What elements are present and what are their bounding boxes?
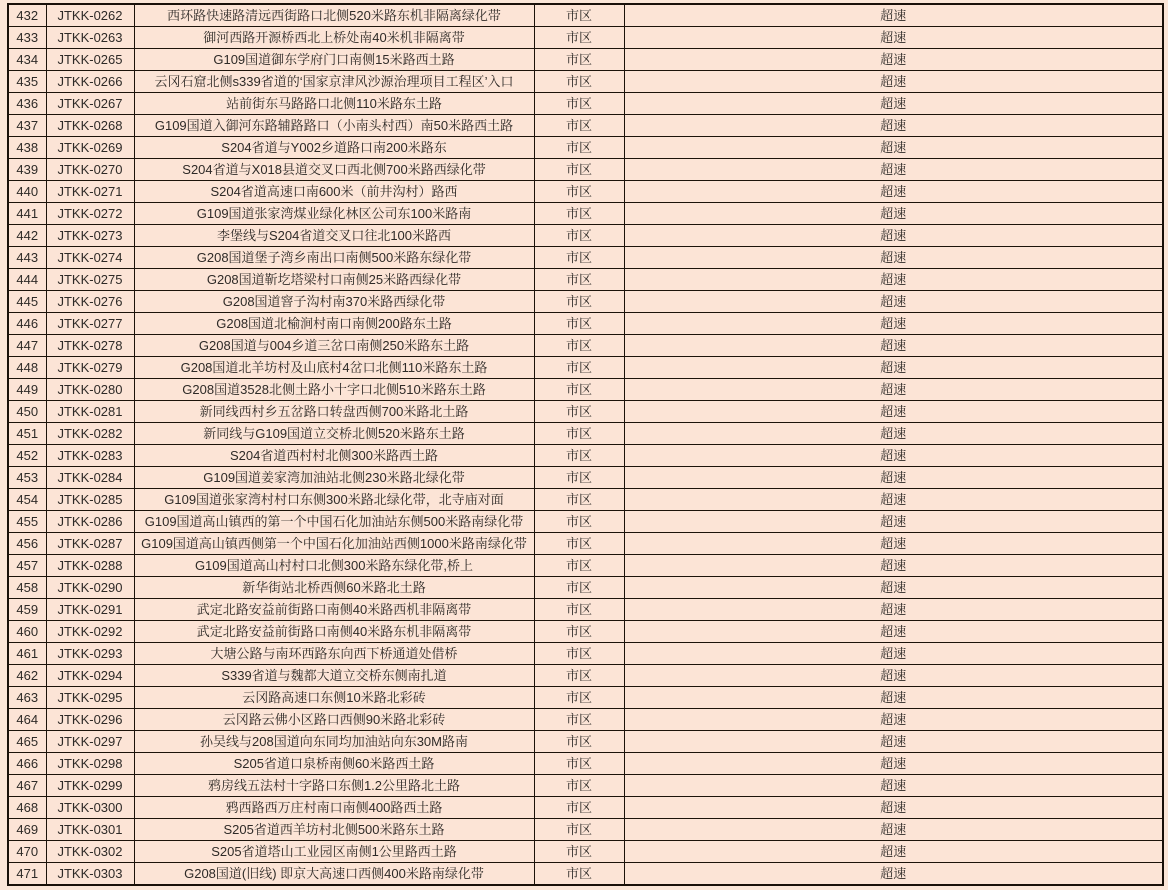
violation-type-cell: 超速: [624, 797, 1163, 819]
table-row: [8, 4, 1163, 27]
violation-type-cell: 超速: [624, 775, 1163, 797]
district-cell: 市区: [534, 687, 624, 709]
violation-type-cell: 超速: [624, 4, 1163, 27]
violation-type-cell: 超速: [624, 511, 1163, 533]
row-number-cell: 452: [8, 445, 46, 467]
district-cell: 市区: [534, 247, 624, 269]
row-number-cell: 471: [8, 863, 46, 886]
district-cell: 市区: [534, 115, 624, 137]
camera-code-cell: JTKK-0277: [46, 313, 134, 335]
district-cell: 市区: [534, 775, 624, 797]
table-row: [8, 665, 1163, 687]
row-number-cell: 466: [8, 753, 46, 775]
table-row: [8, 115, 1163, 137]
table-row: [8, 841, 1163, 863]
district-cell: 市区: [534, 93, 624, 115]
camera-code-cell: JTKK-0283: [46, 445, 134, 467]
row-number-cell: 456: [8, 533, 46, 555]
camera-code-cell: JTKK-0272: [46, 203, 134, 225]
violation-type-cell: 超速: [624, 27, 1163, 49]
district-cell: 市区: [534, 137, 624, 159]
location-cell: G208国道与004乡道三岔口南侧250米路东土路: [134, 335, 534, 357]
row-number-cell: 468: [8, 797, 46, 819]
district-cell: 市区: [534, 159, 624, 181]
violation-type-cell: 超速: [624, 599, 1163, 621]
row-number-cell: 440: [8, 181, 46, 203]
district-cell: 市区: [534, 181, 624, 203]
violation-type-cell: 超速: [624, 49, 1163, 71]
camera-code-cell: JTKK-0262: [46, 4, 134, 27]
location-cell: 新华街站北桥西侧60米路北土路: [134, 577, 534, 599]
location-cell: S205省道塔山工业园区南侧1公里路西土路: [134, 841, 534, 863]
table-row: [8, 159, 1163, 181]
table-row: [8, 599, 1163, 621]
violation-type-cell: 超速: [624, 379, 1163, 401]
district-cell: 市区: [534, 731, 624, 753]
violation-type-cell: 超速: [624, 335, 1163, 357]
violation-type-cell: 超速: [624, 291, 1163, 313]
violation-type-cell: 超速: [624, 357, 1163, 379]
location-cell: G109国道高山镇西的第一个中国石化加油站东侧500米路南绿化带: [134, 511, 534, 533]
camera-code-cell: JTKK-0278: [46, 335, 134, 357]
camera-code-cell: JTKK-0291: [46, 599, 134, 621]
violation-type-cell: 超速: [624, 401, 1163, 423]
location-cell: S205省道口泉桥南侧60米路西土路: [134, 753, 534, 775]
district-cell: 市区: [534, 203, 624, 225]
camera-code-cell: JTKK-0268: [46, 115, 134, 137]
row-number-cell: 463: [8, 687, 46, 709]
violation-type-cell: 超速: [624, 555, 1163, 577]
row-number-cell: 448: [8, 357, 46, 379]
camera-code-cell: JTKK-0296: [46, 709, 134, 731]
camera-code-cell: JTKK-0280: [46, 379, 134, 401]
location-cell: 大塘公路与南环西路东向西下桥通道处借桥: [134, 643, 534, 665]
table-row: [8, 93, 1163, 115]
violation-type-cell: 超速: [624, 137, 1163, 159]
row-number-cell: 458: [8, 577, 46, 599]
table-body: [8, 4, 1163, 885]
violation-type-cell: 超速: [624, 445, 1163, 467]
table-row: [8, 181, 1163, 203]
district-cell: 市区: [534, 335, 624, 357]
row-number-cell: 445: [8, 291, 46, 313]
violation-type-cell: 超速: [624, 863, 1163, 886]
location-cell: G109国道张家湾煤业绿化林区公司东100米路南: [134, 203, 534, 225]
row-number-cell: 433: [8, 27, 46, 49]
table-row: [8, 203, 1163, 225]
district-cell: 市区: [534, 665, 624, 687]
camera-code-cell: JTKK-0279: [46, 357, 134, 379]
district-cell: 市区: [534, 49, 624, 71]
table-row: [8, 555, 1163, 577]
district-cell: 市区: [534, 467, 624, 489]
row-number-cell: 435: [8, 71, 46, 93]
row-number-cell: 434: [8, 49, 46, 71]
row-number-cell: 447: [8, 335, 46, 357]
camera-code-cell: JTKK-0266: [46, 71, 134, 93]
camera-code-cell: JTKK-0265: [46, 49, 134, 71]
table-row: [8, 797, 1163, 819]
row-number-cell: 446: [8, 313, 46, 335]
location-cell: 孙吴线与208国道向东同均加油站向东30M路南: [134, 731, 534, 753]
district-cell: 市区: [534, 4, 624, 27]
location-cell: 鸦房线五法村十字路口东侧1.2公里路北土路: [134, 775, 534, 797]
violation-type-cell: 超速: [624, 225, 1163, 247]
district-cell: 市区: [534, 555, 624, 577]
row-number-cell: 455: [8, 511, 46, 533]
row-number-cell: 441: [8, 203, 46, 225]
violation-type-cell: 超速: [624, 203, 1163, 225]
row-number-cell: 451: [8, 423, 46, 445]
table-row: [8, 863, 1163, 886]
row-number-cell: 465: [8, 731, 46, 753]
camera-code-cell: JTKK-0285: [46, 489, 134, 511]
violation-type-cell: 超速: [624, 247, 1163, 269]
camera-code-cell: JTKK-0303: [46, 863, 134, 886]
violation-type-cell: 超速: [624, 181, 1163, 203]
district-cell: 市区: [534, 599, 624, 621]
row-number-cell: 453: [8, 467, 46, 489]
row-number-cell: 469: [8, 819, 46, 841]
camera-code-cell: JTKK-0293: [46, 643, 134, 665]
camera-code-cell: JTKK-0281: [46, 401, 134, 423]
location-cell: G208国道窨子沟村南370米路西绿化带: [134, 291, 534, 313]
table-row: [8, 49, 1163, 71]
district-cell: 市区: [534, 313, 624, 335]
camera-code-cell: JTKK-0288: [46, 555, 134, 577]
district-cell: 市区: [534, 379, 624, 401]
district-cell: 市区: [534, 709, 624, 731]
district-cell: 市区: [534, 841, 624, 863]
table-row: [8, 731, 1163, 753]
camera-code-cell: JTKK-0301: [46, 819, 134, 841]
camera-code-cell: JTKK-0267: [46, 93, 134, 115]
table-row: [8, 27, 1163, 49]
district-cell: 市区: [534, 533, 624, 555]
location-cell: G109国道御东学府门口南侧15米路西土路: [134, 49, 534, 71]
location-cell: G208国道堡子湾乡南出口南侧500米路东绿化带: [134, 247, 534, 269]
location-cell: 鸦西路西万庄村南口南侧400路西土路: [134, 797, 534, 819]
row-number-cell: 460: [8, 621, 46, 643]
violation-type-cell: 超速: [624, 687, 1163, 709]
table-row: [8, 335, 1163, 357]
district-cell: 市区: [534, 819, 624, 841]
location-cell: 站前街东马路路口北侧110米路东土路: [134, 93, 534, 115]
table-row: [8, 401, 1163, 423]
camera-code-cell: JTKK-0274: [46, 247, 134, 269]
table-row: [8, 511, 1163, 533]
table-row: [8, 137, 1163, 159]
location-cell: 云冈路高速口东侧10米路北彩砖: [134, 687, 534, 709]
location-cell: S204省道高速口南600米（前井沟村）路西: [134, 181, 534, 203]
camera-code-cell: JTKK-0282: [46, 423, 134, 445]
location-cell: G208国道靳圪塔梁村口南侧25米路西绿化带: [134, 269, 534, 291]
row-number-cell: 464: [8, 709, 46, 731]
camera-code-cell: JTKK-0284: [46, 467, 134, 489]
camera-code-cell: JTKK-0275: [46, 269, 134, 291]
violation-type-cell: 超速: [624, 93, 1163, 115]
violation-type-cell: 超速: [624, 841, 1163, 863]
district-cell: 市区: [534, 753, 624, 775]
violation-type-cell: 超速: [624, 159, 1163, 181]
district-cell: 市区: [534, 423, 624, 445]
camera-code-cell: JTKK-0269: [46, 137, 134, 159]
location-cell: 西环路快速路清远西街路口北侧520米路东机非隔离绿化带: [134, 4, 534, 27]
camera-code-cell: JTKK-0286: [46, 511, 134, 533]
row-number-cell: 437: [8, 115, 46, 137]
district-cell: 市区: [534, 401, 624, 423]
violation-type-cell: 超速: [624, 819, 1163, 841]
district-cell: 市区: [534, 621, 624, 643]
table-row: [8, 533, 1163, 555]
location-cell: G208国道北羊坊村及山底村4岔口北侧110米路东土路: [134, 357, 534, 379]
location-cell: 新同线西村乡五岔路口转盘西侧700米路北土路: [134, 401, 534, 423]
camera-code-cell: JTKK-0273: [46, 225, 134, 247]
location-cell: S339省道与魏都大道立交桥东侧南扎道: [134, 665, 534, 687]
row-number-cell: 444: [8, 269, 46, 291]
location-cell: S204省道与Y002乡道路口南200米路东: [134, 137, 534, 159]
location-cell: 御河西路开源桥西北上桥处南40米机非隔离带: [134, 27, 534, 49]
table-row: [8, 269, 1163, 291]
row-number-cell: 443: [8, 247, 46, 269]
location-cell: 武定北路安益前街路口南侧40米路西机非隔离带: [134, 599, 534, 621]
district-cell: 市区: [534, 269, 624, 291]
location-cell: S204省道与X018县道交叉口西北侧700米路西绿化带: [134, 159, 534, 181]
table-row: [8, 709, 1163, 731]
location-cell: G109国道张家湾村村口东侧300米路北绿化带，北寺庙对面: [134, 489, 534, 511]
location-cell: 新同线与G109国道立交桥北侧520米路东土路: [134, 423, 534, 445]
violation-type-cell: 超速: [624, 533, 1163, 555]
location-cell: S204省道西村村北侧300米路西土路: [134, 445, 534, 467]
table-row: [8, 577, 1163, 599]
row-number-cell: 442: [8, 225, 46, 247]
violation-type-cell: 超速: [624, 753, 1163, 775]
table-row: [8, 467, 1163, 489]
location-cell: G208国道北榆涧村南口南侧200路东土路: [134, 313, 534, 335]
location-cell: G109国道高山镇西侧第一个中国石化加油站西侧1000米路南绿化带: [134, 533, 534, 555]
location-cell: G208国道3528北侧土路小十字口北侧510米路东土路: [134, 379, 534, 401]
camera-code-cell: JTKK-0298: [46, 753, 134, 775]
violation-type-cell: 超速: [624, 269, 1163, 291]
table-row: [8, 753, 1163, 775]
row-number-cell: 457: [8, 555, 46, 577]
table-row: [8, 423, 1163, 445]
camera-code-cell: JTKK-0302: [46, 841, 134, 863]
table-row: [8, 291, 1163, 313]
table-row: [8, 775, 1163, 797]
row-number-cell: 436: [8, 93, 46, 115]
location-cell: 武定北路安益前街路口南侧40米路东机非隔离带: [134, 621, 534, 643]
violation-type-cell: 超速: [624, 313, 1163, 335]
table-row: [8, 247, 1163, 269]
location-cell: S205省道西羊坊村北侧500米路东土路: [134, 819, 534, 841]
table-row: [8, 489, 1163, 511]
location-cell: 李堡线与S204省道交叉口往北100米路西: [134, 225, 534, 247]
district-cell: 市区: [534, 489, 624, 511]
row-number-cell: 450: [8, 401, 46, 423]
district-cell: 市区: [534, 225, 624, 247]
camera-code-cell: JTKK-0294: [46, 665, 134, 687]
district-cell: 市区: [534, 445, 624, 467]
table-row: [8, 71, 1163, 93]
violation-type-cell: 超速: [624, 467, 1163, 489]
row-number-cell: 454: [8, 489, 46, 511]
violation-type-cell: 超速: [624, 709, 1163, 731]
table-row: [8, 225, 1163, 247]
table-row: [8, 313, 1163, 335]
traffic-camera-table: [7, 3, 1164, 886]
row-number-cell: 461: [8, 643, 46, 665]
table-row: [8, 379, 1163, 401]
row-number-cell: 438: [8, 137, 46, 159]
row-number-cell: 467: [8, 775, 46, 797]
camera-code-cell: JTKK-0297: [46, 731, 134, 753]
district-cell: 市区: [534, 71, 624, 93]
row-number-cell: 462: [8, 665, 46, 687]
district-cell: 市区: [534, 797, 624, 819]
location-cell: G109国道高山村村口北侧300米路东绿化带,桥上: [134, 555, 534, 577]
district-cell: 市区: [534, 643, 624, 665]
table-row: [8, 687, 1163, 709]
violation-type-cell: 超速: [624, 665, 1163, 687]
location-cell: 云冈路云佛小区路口西侧90米路北彩砖: [134, 709, 534, 731]
camera-code-cell: JTKK-0300: [46, 797, 134, 819]
district-cell: 市区: [534, 27, 624, 49]
location-cell: G109国道姜家湾加油站北侧230米路北绿化带: [134, 467, 534, 489]
violation-type-cell: 超速: [624, 71, 1163, 93]
district-cell: 市区: [534, 511, 624, 533]
row-number-cell: 459: [8, 599, 46, 621]
row-number-cell: 449: [8, 379, 46, 401]
violation-type-cell: 超速: [624, 423, 1163, 445]
violation-type-cell: 超速: [624, 489, 1163, 511]
violation-type-cell: 超速: [624, 577, 1163, 599]
violation-type-cell: 超速: [624, 643, 1163, 665]
table-row: [8, 643, 1163, 665]
table-row: [8, 819, 1163, 841]
violation-type-cell: 超速: [624, 731, 1163, 753]
district-cell: 市区: [534, 357, 624, 379]
camera-code-cell: JTKK-0276: [46, 291, 134, 313]
row-number-cell: 439: [8, 159, 46, 181]
camera-code-cell: JTKK-0263: [46, 27, 134, 49]
camera-code-cell: JTKK-0299: [46, 775, 134, 797]
table-row: [8, 621, 1163, 643]
camera-code-cell: JTKK-0287: [46, 533, 134, 555]
row-number-cell: 470: [8, 841, 46, 863]
violation-type-cell: 超速: [624, 621, 1163, 643]
camera-code-cell: JTKK-0290: [46, 577, 134, 599]
location-cell: 云冈石窟北侧s339省道的‘国家京津风沙源治理项目工程区’入口: [134, 71, 534, 93]
district-cell: 市区: [534, 291, 624, 313]
camera-code-cell: JTKK-0270: [46, 159, 134, 181]
district-cell: 市区: [534, 577, 624, 599]
camera-code-cell: JTKK-0271: [46, 181, 134, 203]
camera-code-cell: JTKK-0295: [46, 687, 134, 709]
location-cell: G109国道入御河东路辅路路口（小南头村西）南50米路西土路: [134, 115, 534, 137]
table-row: [8, 357, 1163, 379]
row-number-cell: 432: [8, 4, 46, 27]
district-cell: 市区: [534, 863, 624, 886]
table-row: [8, 445, 1163, 467]
violation-type-cell: 超速: [624, 115, 1163, 137]
location-cell: G208国道(旧线) 即京大高速口西侧400米路南绿化带: [134, 863, 534, 886]
camera-code-cell: JTKK-0292: [46, 621, 134, 643]
